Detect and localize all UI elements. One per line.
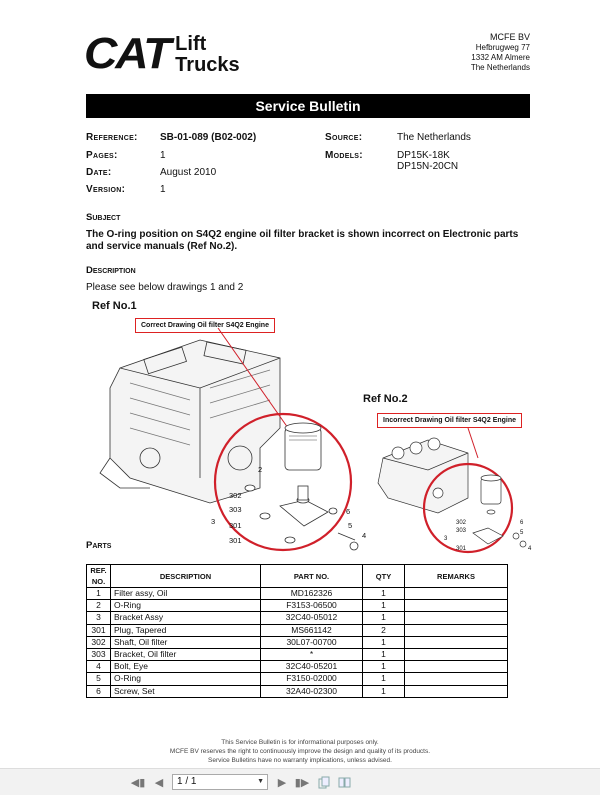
cell-ref: 3	[87, 612, 111, 624]
cell-remarks	[405, 661, 508, 673]
table-row	[87, 600, 508, 612]
viewer-toolbar	[0, 768, 600, 795]
ref-1-label-302: 302	[229, 491, 242, 500]
cell-desc: Plug, Tapered	[111, 624, 261, 636]
footer-line-3: Service Bulletins have no warranty implications, unless advised.	[208, 757, 392, 764]
models-label: Models:	[325, 150, 363, 161]
cell-qty: 1	[363, 600, 405, 612]
ref-2-title: Ref No.2	[363, 393, 408, 405]
address-line-2: 1332 AM Almere	[471, 53, 530, 62]
cell-part: 30L07-00700	[261, 636, 363, 648]
cell-qty: 1	[363, 612, 405, 624]
cell-qty: 1	[363, 661, 405, 673]
reference-label: Reference:	[86, 132, 138, 143]
cell-remarks	[405, 636, 508, 648]
col-part-no: PART NO.	[261, 565, 363, 588]
logo-cat-text: CAT	[83, 29, 170, 78]
cell-part: 32C40-05201	[261, 661, 363, 673]
col-qty: QTY	[363, 565, 405, 588]
ref-1-label-6: 6	[346, 507, 351, 516]
cell-ref: 6	[87, 685, 111, 697]
company-name: MCFE BV	[489, 32, 530, 42]
table-row	[87, 624, 508, 636]
parts-table-header-row	[87, 565, 508, 588]
previous-page-icon[interactable]: ◀	[154, 776, 164, 789]
cell-ref: 4	[87, 661, 111, 673]
cell-remarks	[405, 612, 508, 624]
table-row	[87, 661, 508, 673]
address-line-1: Hefbrugweg 77	[475, 43, 530, 52]
page-selector-value: 1 / 1	[177, 776, 197, 787]
ref-1-callout: Correct Drawing Oil filter S4Q2 Engine	[135, 318, 275, 333]
table-row	[87, 673, 508, 685]
footer-line-2: MCFE BV reserves the right to continuously improve the design and quality of its products.	[169, 748, 431, 755]
cell-remarks	[405, 648, 508, 660]
ref-2-callout: Incorrect Drawing Oil filter S4Q2 Engine	[377, 413, 522, 428]
cell-part: F3150-02000	[261, 673, 363, 685]
first-page-icon[interactable]: ◀​▮	[130, 776, 146, 789]
cell-ref: 5	[87, 673, 111, 685]
source-value: The Netherlands	[397, 132, 471, 143]
cell-part: *	[261, 648, 363, 660]
ref-1-label-3: 3	[211, 517, 216, 526]
cell-ref: 2	[87, 600, 111, 612]
ref-1-label-4: 4	[362, 531, 367, 540]
ref-2-engine-drawing	[368, 428, 538, 563]
col-ref: REF. NO.	[87, 565, 111, 588]
service-bulletin-title: Service Bulletin	[86, 94, 530, 118]
cell-desc: Bolt, Eye	[111, 661, 261, 673]
description-heading: Description	[86, 265, 136, 276]
description-text: Please see below drawings 1 and 2	[86, 282, 244, 293]
ref-1-label-301a: 301	[229, 521, 242, 530]
address-line-3: The Netherlands	[470, 63, 530, 72]
cell-qty: 1	[363, 636, 405, 648]
page-selector[interactable]	[172, 774, 268, 790]
cell-desc: Bracket, Oil filter	[111, 648, 261, 660]
parts-table	[86, 564, 508, 698]
cell-desc: O-Ring	[111, 673, 261, 685]
cell-part: F3153-06500	[261, 600, 363, 612]
cell-remarks	[405, 685, 508, 697]
ref-1-label-303: 303	[229, 505, 242, 514]
cell-ref: 303	[87, 648, 111, 660]
table-row	[87, 648, 508, 660]
cell-remarks	[405, 588, 508, 600]
logo-lift-text: Lift	[175, 33, 207, 55]
ref-1-engine-drawing	[90, 328, 370, 558]
subject-heading: Subject	[86, 212, 121, 223]
version-value: 1	[160, 184, 166, 195]
last-page-icon[interactable]: ▮▶	[294, 776, 310, 789]
cell-part: 32A40-02300	[261, 685, 363, 697]
cell-qty: 1	[363, 673, 405, 685]
cell-qty: 1	[363, 685, 405, 697]
ref-2-label-302: 302	[456, 520, 467, 526]
models-value-1: DP15K-18K	[397, 150, 450, 161]
next-page-icon[interactable]: ▶	[277, 776, 287, 789]
table-row	[87, 685, 508, 697]
version-label: Version:	[86, 184, 126, 195]
cell-remarks	[405, 600, 508, 612]
cell-ref: 302	[87, 636, 111, 648]
ref-2-label-303: 303	[456, 528, 467, 534]
col-description: DESCRIPTION	[111, 565, 261, 588]
ref-2-label-6: 6	[520, 520, 524, 526]
table-row	[87, 588, 508, 600]
cell-part: MS661142	[261, 624, 363, 636]
models-value-2: DP15N-20CN	[397, 161, 459, 172]
cell-qty: 1	[363, 648, 405, 660]
cell-remarks	[405, 673, 508, 685]
dual-page-view-icon[interactable]	[336, 774, 352, 790]
cell-qty: 2	[363, 624, 405, 636]
cell-desc: Bracket Assy	[111, 612, 261, 624]
col-remarks: REMARKS	[405, 565, 508, 588]
cell-part: MD162326	[261, 588, 363, 600]
cell-desc: Shaft, Oil filter	[111, 636, 261, 648]
source-label: Source:	[325, 132, 363, 143]
footer-line-1: This Service Bulletin is for informational purposes only.	[221, 739, 379, 746]
date-label: Date:	[86, 167, 112, 178]
ref-2-label-4: 4	[528, 546, 532, 552]
logo-trucks-text: Trucks	[175, 54, 240, 76]
cell-desc: Filter assy, Oil	[111, 588, 261, 600]
ref-2-label-5: 5	[520, 530, 524, 536]
pages-value: 1	[160, 150, 166, 161]
cell-part: 32C40-05012	[261, 612, 363, 624]
single-page-view-icon[interactable]	[316, 774, 332, 790]
cell-ref: 1	[87, 588, 111, 600]
ref-1-label-2: 2	[258, 465, 263, 474]
pages-label: Pages:	[86, 150, 118, 161]
cell-desc: Screw, Set	[111, 685, 261, 697]
chevron-down-icon: ▼	[257, 778, 264, 785]
cell-desc: O-Ring	[111, 600, 261, 612]
ref-2-label-301: 301	[456, 546, 467, 552]
cell-ref: 301	[87, 624, 111, 636]
disclaimer-footer	[0, 738, 600, 765]
reference-value: SB-01-089 (B02-002)	[160, 132, 257, 143]
ref-1-label-5: 5	[348, 521, 353, 530]
cell-remarks	[405, 624, 508, 636]
date-value: August 2010	[160, 167, 217, 178]
subject-text: The O-ring position on S4Q2 engine oil filter bracket is shown incorrect on Electronic parts and service manuals (Ref No.2).	[86, 229, 519, 252]
cell-qty: 1	[363, 588, 405, 600]
parts-heading: Parts	[86, 540, 112, 551]
ref-1-label-301b: 301	[229, 536, 242, 545]
table-row	[87, 612, 508, 624]
table-row	[87, 636, 508, 648]
company-address	[471, 32, 530, 73]
cat-logo	[83, 29, 240, 78]
ref-1-title: Ref No.1	[92, 300, 137, 312]
ref-2-label-3: 3	[444, 536, 448, 542]
